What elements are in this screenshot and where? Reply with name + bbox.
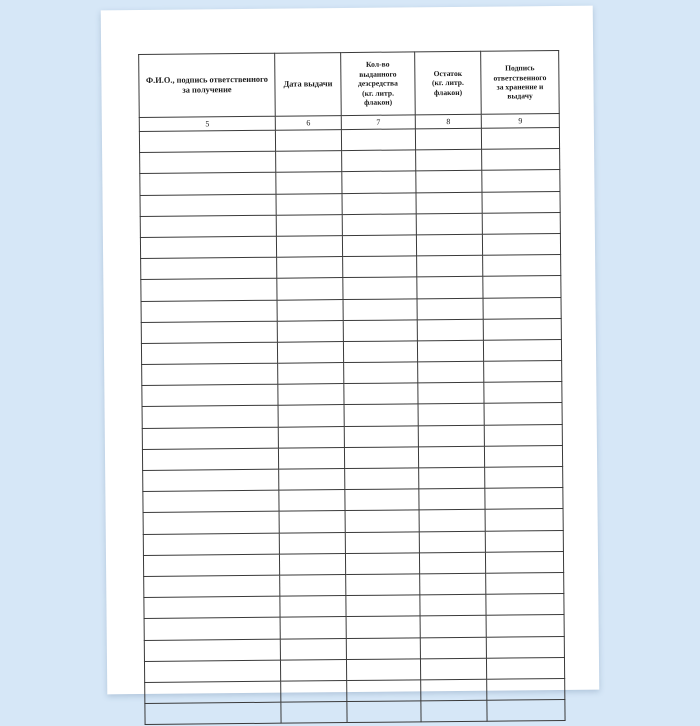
header-line: флакон) — [364, 97, 393, 108]
table-cell[interactable] — [418, 404, 484, 426]
table-cell[interactable] — [484, 382, 562, 404]
table-cell[interactable] — [141, 300, 277, 322]
table-cell[interactable] — [144, 596, 280, 618]
table-cell[interactable] — [481, 127, 559, 149]
table-cell[interactable] — [418, 446, 484, 468]
table-cell[interactable] — [345, 489, 419, 511]
table-cell[interactable] — [486, 594, 564, 616]
table-cell[interactable] — [345, 510, 419, 532]
table-cell[interactable] — [342, 192, 416, 214]
header-line: Дата выдачи — [283, 78, 333, 89]
table-cell[interactable] — [140, 151, 276, 173]
table-header-row — [139, 50, 560, 117]
table-cell[interactable] — [144, 639, 280, 661]
column-number-cell: 6 — [275, 116, 341, 131]
table-cell[interactable] — [487, 700, 565, 722]
table-cell[interactable] — [483, 297, 561, 319]
table-cell[interactable] — [143, 512, 279, 534]
table-cell[interactable] — [482, 191, 560, 213]
table-cell[interactable] — [342, 214, 416, 236]
table-cell[interactable] — [419, 531, 485, 553]
table-cell[interactable] — [483, 318, 561, 340]
table-cell[interactable] — [418, 425, 484, 447]
table-cell[interactable] — [485, 466, 563, 488]
table-cell[interactable] — [344, 404, 418, 426]
table-cell[interactable] — [276, 236, 342, 258]
table-cell[interactable] — [482, 212, 560, 234]
registration-table-container — [138, 50, 564, 725]
table-cell[interactable] — [140, 173, 276, 195]
table-cell[interactable] — [142, 363, 278, 385]
table-cell[interactable] — [279, 490, 345, 512]
table-cell[interactable] — [483, 339, 561, 361]
table-cell[interactable] — [141, 257, 277, 279]
table-cell[interactable] — [141, 321, 277, 343]
table-cell[interactable] — [416, 213, 482, 235]
table-cell[interactable] — [483, 255, 561, 277]
table-cell[interactable] — [345, 468, 419, 490]
table-cell[interactable] — [141, 279, 277, 301]
table-cell[interactable] — [279, 532, 345, 554]
column-number-cell: 8 — [415, 114, 481, 129]
table-cell[interactable] — [278, 426, 344, 448]
table-cell[interactable] — [276, 172, 342, 194]
table-header — [139, 50, 560, 117]
table-cell[interactable] — [484, 361, 562, 383]
table-cell[interactable] — [280, 617, 346, 639]
table-cell[interactable] — [420, 616, 486, 638]
header-line: дезсредства — [357, 78, 398, 89]
table-cell[interactable] — [145, 681, 281, 703]
table-cell[interactable] — [343, 341, 417, 363]
table-cell[interactable] — [343, 320, 417, 342]
header-line: выданного — [359, 69, 397, 79]
table-cell[interactable] — [342, 235, 416, 257]
table-cell[interactable] — [486, 657, 564, 679]
table-cell[interactable] — [279, 553, 345, 575]
table-cell[interactable] — [419, 467, 485, 489]
header-line: флакон) — [433, 87, 463, 97]
table-cell[interactable] — [482, 170, 560, 192]
table-cell[interactable] — [341, 129, 415, 151]
header-line: за хранение и — [496, 82, 544, 92]
table-cell[interactable] — [280, 638, 346, 660]
table-cell[interactable] — [278, 405, 344, 427]
table-cell[interactable] — [420, 637, 486, 659]
table-cell[interactable] — [342, 150, 416, 172]
header-line: за получение — [182, 85, 232, 95]
table-cell[interactable] — [417, 255, 483, 277]
table-cell[interactable] — [485, 509, 563, 531]
table-cell[interactable] — [347, 701, 421, 723]
table-cell[interactable] — [417, 340, 483, 362]
header-line: Остаток — [433, 68, 463, 78]
table-cell[interactable] — [280, 659, 346, 681]
table-cell[interactable] — [280, 596, 346, 618]
table-cell[interactable] — [419, 552, 485, 574]
table-cell[interactable] — [485, 488, 563, 510]
table-cell[interactable] — [343, 256, 417, 278]
header-line: выдачу — [507, 91, 533, 101]
table-cell[interactable] — [344, 447, 418, 469]
column-header-remainder — [415, 51, 482, 115]
table-cell[interactable] — [483, 276, 561, 298]
table-cell[interactable] — [278, 447, 344, 469]
table-cell[interactable] — [417, 277, 483, 299]
table-cell[interactable] — [343, 277, 417, 299]
table-cell[interactable] — [143, 533, 279, 555]
header-line: (кг. литр. — [431, 78, 464, 88]
table-cell[interactable] — [345, 531, 419, 553]
table-cell[interactable] — [144, 575, 280, 597]
header-line: Ф.И.О., подпись ответственного — [145, 74, 268, 85]
table-cell[interactable] — [485, 530, 563, 552]
column-header-issue-date — [275, 53, 342, 117]
table-cell[interactable] — [275, 130, 341, 152]
table-cell[interactable] — [421, 700, 487, 722]
table-body — [139, 113, 565, 724]
table-cell[interactable] — [144, 617, 280, 639]
table-cell[interactable] — [143, 469, 279, 491]
table-cell[interactable] — [278, 384, 344, 406]
table-cell[interactable] — [281, 702, 347, 724]
table-cell[interactable] — [276, 151, 342, 173]
table-cell[interactable] — [277, 299, 343, 321]
table-cell[interactable] — [279, 511, 345, 533]
table-cell[interactable] — [418, 382, 484, 404]
table-cell[interactable] — [482, 233, 560, 255]
table-cell[interactable] — [140, 236, 276, 258]
table-cell[interactable] — [344, 425, 418, 447]
table-cell[interactable] — [416, 149, 482, 171]
table-cell[interactable] — [143, 554, 279, 576]
table-cell[interactable] — [417, 319, 483, 341]
table-cell[interactable] — [343, 298, 417, 320]
table-cell[interactable] — [419, 488, 485, 510]
table-cell[interactable] — [143, 490, 279, 512]
table-cell[interactable] — [139, 130, 275, 152]
table-cell[interactable] — [277, 341, 343, 363]
table-cell[interactable] — [279, 469, 345, 491]
column-header-responsible-receiver — [139, 53, 276, 117]
column-header-responsible-storage — [481, 50, 560, 114]
table-cell[interactable] — [484, 424, 562, 446]
table-cell[interactable] — [144, 660, 280, 682]
paper-sheet — [101, 6, 600, 695]
table-cell[interactable] — [281, 680, 347, 702]
header-line: (кг. литр. — [362, 88, 395, 98]
table-cell[interactable] — [415, 128, 481, 150]
table-cell[interactable] — [346, 595, 420, 617]
header-line: Подпись — [505, 63, 535, 73]
table-cell[interactable] — [416, 171, 482, 193]
table-cell[interactable] — [277, 278, 343, 300]
table-cell[interactable] — [280, 574, 346, 596]
table-cell[interactable] — [417, 298, 483, 320]
table-cell[interactable] — [140, 194, 276, 216]
table-cell[interactable] — [486, 572, 564, 594]
table-cell[interactable] — [346, 574, 420, 596]
table-row[interactable] — [145, 700, 565, 725]
table-cell[interactable] — [142, 427, 278, 449]
table-cell[interactable] — [420, 658, 486, 680]
table-cell[interactable] — [345, 553, 419, 575]
table-cell[interactable] — [344, 362, 418, 384]
table-cell[interactable] — [142, 384, 278, 406]
table-cell[interactable] — [346, 659, 420, 681]
table-cell[interactable] — [484, 445, 562, 467]
table-cell[interactable] — [420, 573, 486, 595]
table-cell[interactable] — [276, 214, 342, 236]
table-cell[interactable] — [347, 680, 421, 702]
table-cell[interactable] — [486, 636, 564, 658]
table-cell[interactable] — [142, 406, 278, 428]
table-cell[interactable] — [278, 363, 344, 385]
table-cell[interactable] — [416, 192, 482, 214]
table-cell[interactable] — [141, 342, 277, 364]
table-cell[interactable] — [342, 171, 416, 193]
column-header-issued-amount — [341, 52, 416, 116]
table-cell[interactable] — [145, 702, 281, 724]
table-cell[interactable] — [142, 448, 278, 470]
column-number-cell: 7 — [341, 115, 415, 130]
table-cell[interactable] — [420, 594, 486, 616]
table-cell[interactable] — [346, 616, 420, 638]
table-cell[interactable] — [485, 551, 563, 573]
table-cell[interactable] — [482, 149, 560, 171]
column-number-cell: 9 — [481, 113, 559, 128]
registration-table — [138, 50, 565, 725]
table-cell[interactable] — [277, 257, 343, 279]
column-number-cell: 5 — [139, 116, 275, 131]
header-line: ответственного — [493, 72, 547, 83]
table-cell[interactable] — [140, 215, 276, 237]
table-cell[interactable] — [346, 637, 420, 659]
table-cell[interactable] — [421, 679, 487, 701]
table-cell[interactable] — [484, 403, 562, 425]
table-cell[interactable] — [486, 615, 564, 637]
table-cell[interactable] — [416, 234, 482, 256]
table-cell[interactable] — [418, 361, 484, 383]
header-line: Кол-во — [365, 59, 390, 70]
table-cell[interactable] — [344, 383, 418, 405]
table-cell[interactable] — [487, 678, 565, 700]
table-cell[interactable] — [276, 193, 342, 215]
table-cell[interactable] — [277, 320, 343, 342]
table-cell[interactable] — [419, 510, 485, 532]
